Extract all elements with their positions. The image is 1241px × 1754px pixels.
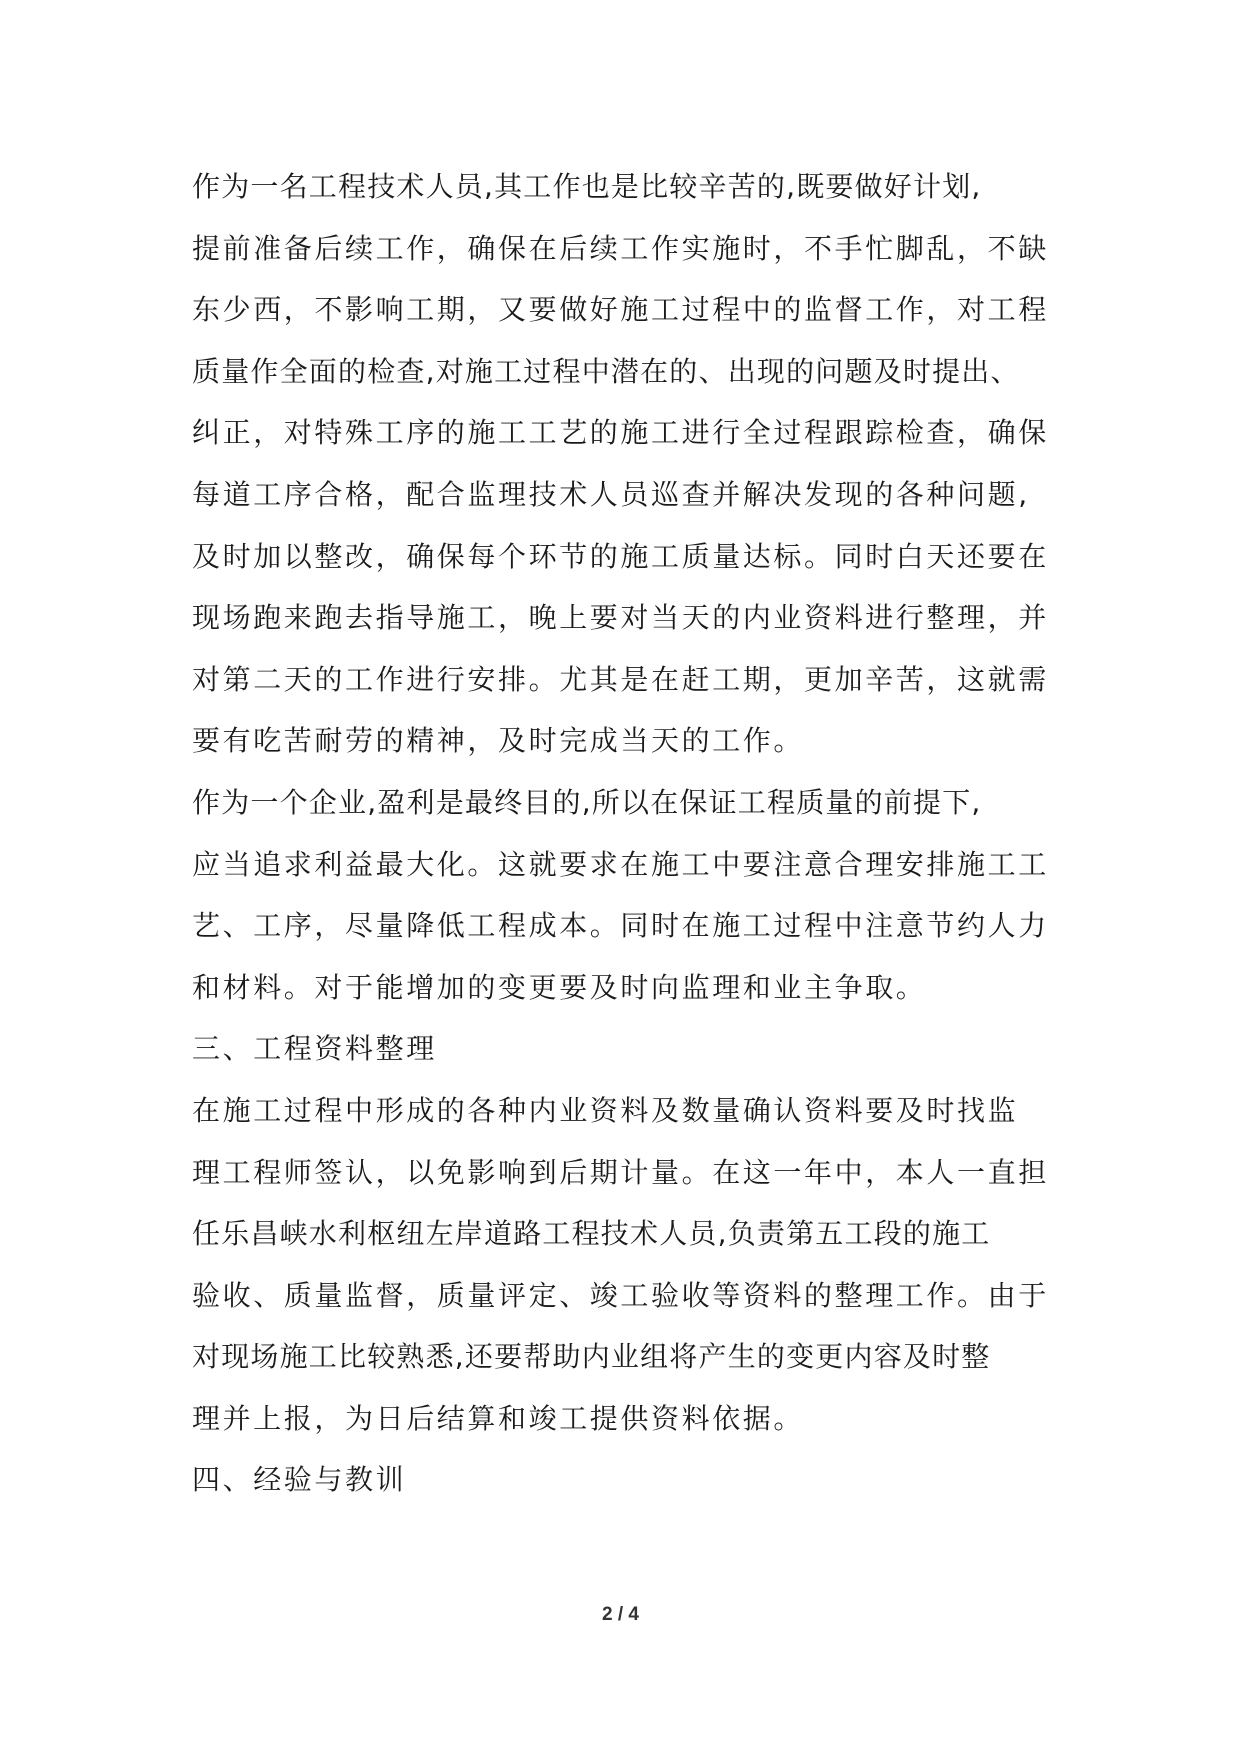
text-line: 及时加以整改，确保每个环节的施工质量达标。同时白天还要在 [192, 539, 1049, 573]
text-line: 提前准备后续工作，确保在后续工作实施时，不手忙脚乱，不缺 [192, 231, 1049, 265]
page-number: 2 / 4 [602, 1604, 639, 1625]
text-line: 在施工过程中形成的各种内业资料及数量确认资料要及时找监 [192, 1093, 1019, 1127]
section-heading-3: 三、工程资料整理 [192, 1032, 437, 1066]
text-line: 作为一个企业,盈利是最终目的,所以在保证工程质量的前提下, [192, 785, 982, 819]
document-body [192, 156, 1062, 1511]
text-line: 对现场施工比较熟悉,还要帮助内业组将产生的变更内容及时整 [192, 1340, 991, 1374]
text-line: 对第二天的工作进行安排。尤其是在赶工期，更加辛苦，这就需 [192, 662, 1049, 696]
text-line: 应当追求利益最大化。这就要求在施工中要注意合理安排施工工 [192, 847, 1049, 881]
paragraph-engineer-duties [192, 156, 1062, 772]
text-line: 现场跑来跑去指导施工，晚上要对当天的内业资料进行整理，并 [192, 601, 1049, 635]
text-line: 纠正，对特殊工序的施工工艺的施工进行全过程跟踪检查，确保 [192, 416, 1049, 450]
text-line: 理工程师签认，以免影响到后期计量。在这一年中，本人一直担 [192, 1155, 1049, 1189]
text-line: 质量作全面的检查,对施工过程中潜在的、出现的问题及时提出、 [192, 354, 1020, 388]
text-line: 作为一名工程技术人员,其工作也是比较辛苦的,既要做好计划, [192, 170, 982, 203]
text-line: 要有吃苦耐劳的精神，及时完成当天的工作。 [192, 724, 805, 758]
text-line: 每道工序合格，配合监理技术人员巡查并解决发现的各种问题, [192, 477, 1030, 511]
text-line: 和材料。对于能增加的变更要及时向监理和业主争取。 [192, 970, 927, 1004]
text-line: 理并上报，为日后结算和竣工提供资料依据。 [192, 1401, 805, 1435]
text-line: 艺、工序，尽量降低工程成本。同时在施工过程中注意节约人力 [192, 909, 1049, 943]
text-line: 任乐昌峡水利枢纽左岸道路工程技术人员,负责第五工段的施工 [192, 1217, 991, 1251]
text-line: 验收、质量监督，质量评定、竣工验收等资料的整理工作。由于 [192, 1278, 1049, 1312]
paragraph-records [192, 1080, 1062, 1450]
section-heading-4: 四、经验与教训 [192, 1463, 407, 1497]
text-line: 东少西，不影响工期，又要做好施工过程中的监督工作，对工程 [192, 293, 1049, 327]
paragraph-profit [192, 772, 1062, 1018]
